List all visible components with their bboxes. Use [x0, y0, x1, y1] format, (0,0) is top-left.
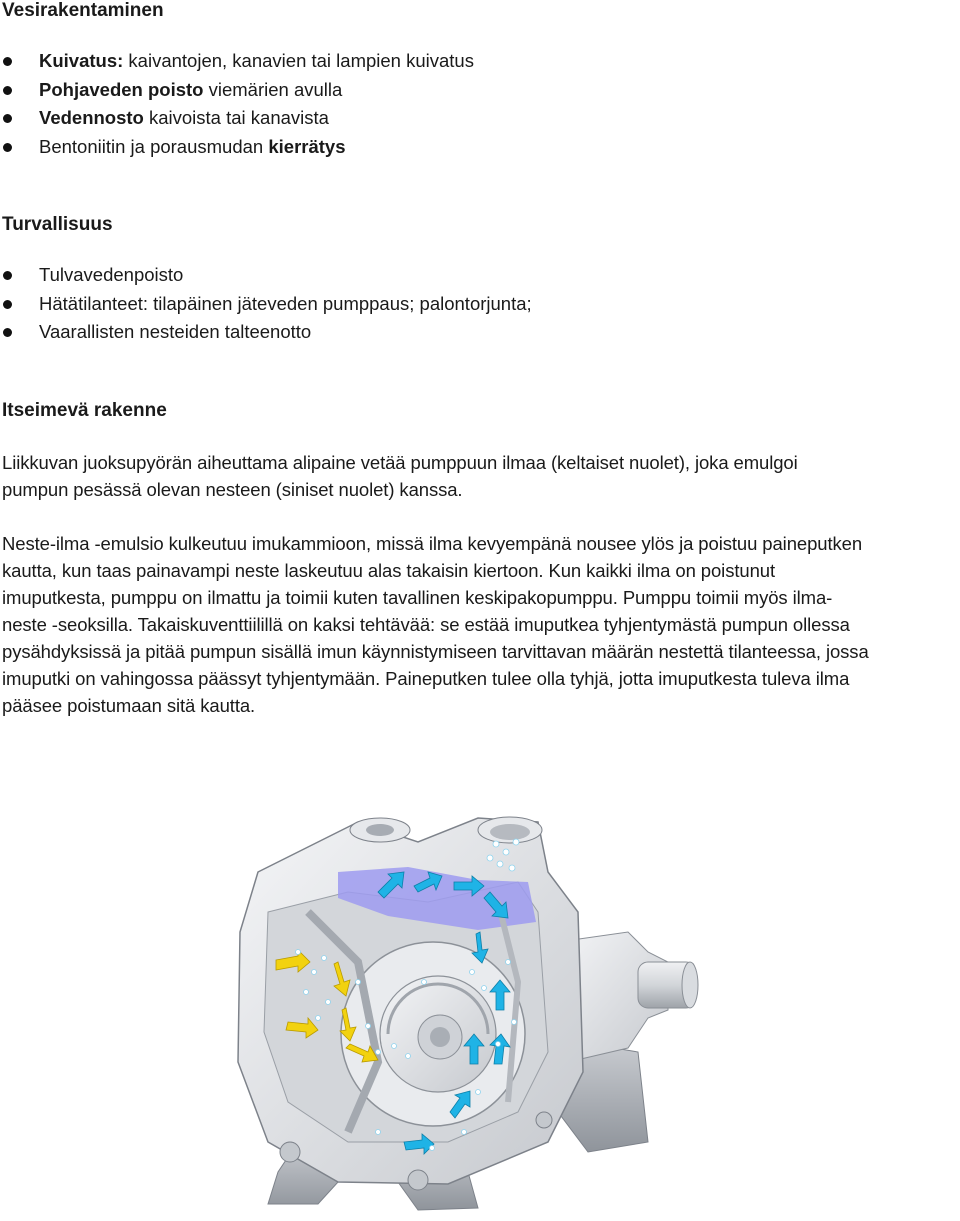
- bullet-icon: [3, 114, 12, 123]
- list-turvallisuus: [0, 264, 532, 350]
- paragraph-line: pysähdyksissä ja pitää pumpun sisällä imun käynnistymiseen tarvittavan määrän nestettä tilanteessa, jossa: [2, 641, 869, 662]
- bullet-icon: [3, 86, 12, 95]
- shaft-end: [682, 962, 698, 1008]
- item-text: viemärien avulla: [203, 78, 343, 100]
- paragraph-line: Neste-ilma -emulsio kulkeutuu imukammioon, missä ilma kevyempänä nousee ylös ja poistuu paineputken: [2, 533, 863, 554]
- list-item: [0, 107, 474, 136]
- bullet-icon: [3, 57, 12, 66]
- item-text: Hätätilanteet: tilapäinen jäteveden pumppaus; palontorjunta;: [39, 292, 532, 314]
- item-text: Tulvavedenpoisto: [39, 264, 184, 285]
- paragraph-line: imuputkesta, pumppu on ilmattu ja toimii kuten tavallinen keskipakopumppu. Pumppu toimii myös ilma-: [2, 587, 833, 608]
- heading-turvallisuus: Turvallisuus: [2, 214, 113, 235]
- heading-vesirakentaminen: Vesirakentaminen: [2, 0, 164, 21]
- paragraph-line: neste -seoksilla. Takaiskuventtiilillä on kaksi tehtävää: se estää imuputkea tyhjentymästä pumpun ollessa: [2, 614, 850, 635]
- self-priming-pump-icon: [228, 812, 700, 1216]
- paragraph-2: [2, 530, 960, 719]
- item-bold-text: Vedennosto: [39, 107, 144, 128]
- item-text: Vaarallisten nesteiden talteenotto: [39, 321, 312, 342]
- list-item: [0, 321, 532, 350]
- list-vesirakentaminen: [0, 50, 474, 164]
- pump-cutaway-figure: [228, 812, 700, 1216]
- paragraph-line: pumpun pesässä olevan nesteen (siniset nuolet) kanssa.: [2, 479, 463, 500]
- paragraph-line: imuputki on vahingossa päässyt tyhjentymään. Paineputken tulee olla tyhjä, jotta imuputkesta tuleva ilma: [2, 668, 850, 689]
- paragraph-line: Liikkuvan juoksupyörän aiheuttama alipaine vetää pumppuun ilmaa (keltaiset nuolet), joka emulgoi: [2, 452, 798, 473]
- paragraph-1: [2, 449, 960, 503]
- item-bold-text: Kuivatus:: [39, 50, 124, 71]
- item-bold-text: Pohjaveden poisto: [39, 78, 204, 100]
- bullet-icon: [3, 271, 12, 280]
- list-item: [0, 264, 532, 293]
- list-item: [0, 293, 532, 322]
- bullet-icon: [3, 300, 12, 309]
- list-item: [0, 50, 474, 79]
- heading-itseimeva-rakenne: Itseimevä rakenne: [2, 400, 167, 421]
- bullet-icon: [3, 143, 12, 152]
- item-text: kaivantojen, kanavien tai lampien kuivatus: [123, 50, 474, 71]
- item-text: Bentoniitin ja porausmudan: [39, 135, 269, 157]
- item-bold-text: kierrätys: [268, 135, 346, 157]
- paragraph-line: pääsee poistumaan sitä kautta.: [2, 695, 256, 716]
- item-text: kaivoista tai kanavista: [143, 107, 329, 128]
- list-item: [0, 136, 474, 165]
- bullet-icon: [3, 328, 12, 337]
- list-item: [0, 79, 474, 108]
- paragraph-line: kautta, kun taas painavampi neste laskeutuu alas takaisin kiertoon. Kun kaikki ilma on poistunut: [2, 560, 775, 581]
